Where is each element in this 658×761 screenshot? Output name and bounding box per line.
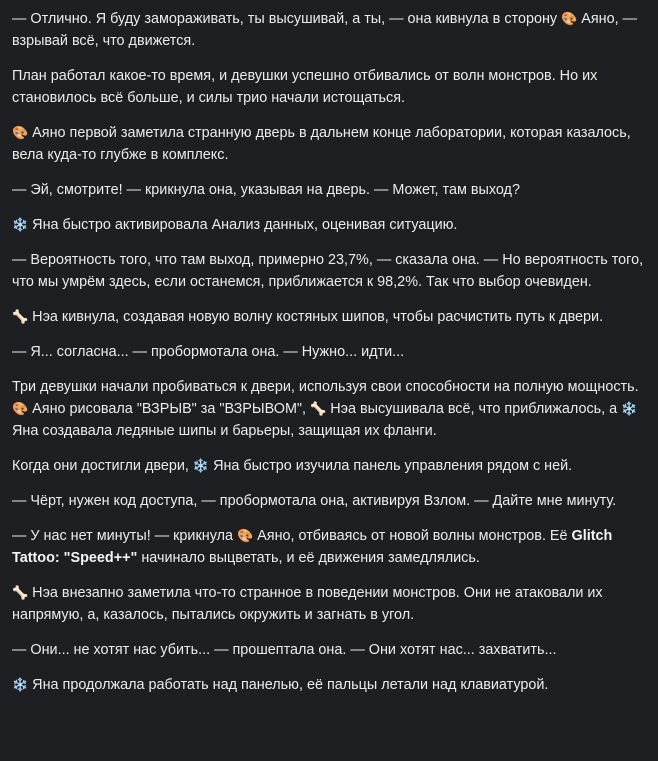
bold-text: Glitch Tattoo: "Speed++" (12, 528, 613, 566)
palette-icon: 🎨 (237, 528, 254, 543)
palette-icon: 🎨 (12, 125, 29, 140)
story-paragraph (12, 122, 652, 166)
paragraph-text: Яна создавала ледяные шипы и барьеры, защищая их фланги. (12, 423, 437, 439)
paragraph-text: — Они... не хотят нас убить... — прошептала она. — Они хотят нас... захватить... (12, 642, 557, 658)
story-paragraph (12, 490, 652, 512)
story-paragraph (12, 306, 652, 328)
story-paragraph (12, 249, 652, 293)
paragraph-text: — Отлично. Я буду замораживать, ты высушивай, а ты, — она кивнула в сторону (12, 11, 562, 27)
paragraph-text: — У нас нет минуты! — крикнула (12, 528, 237, 544)
bone-icon: 🦴 (12, 585, 29, 600)
story-paragraph (12, 525, 652, 569)
snowflake-icon: ❄️ (12, 677, 29, 692)
paragraph-text: — Эй, смотрите! — крикнула она, указывая на дверь. — Может, там выход? (12, 182, 520, 198)
story-paragraph (12, 8, 652, 52)
paragraph-text: Аяно рисовала "ВЗРЫВ" за "ВЗРЫВОМ", (28, 401, 311, 417)
story-paragraph (12, 582, 652, 626)
message-content (12, 8, 652, 696)
paragraph-text: Яна быстро изучила панель управления рядом с ней. (209, 458, 573, 474)
story-paragraph (12, 639, 652, 661)
paragraph-text: — Я... согласна... — пробормотала она. — Нужно... идти... (12, 344, 405, 360)
story-paragraph (12, 65, 652, 109)
paragraph-text: — Чёрт, нужен код доступа, — пробормотала она, активируя Взлом. — Дайте мне минуту. (12, 493, 617, 509)
paragraph-text: — Вероятность того, что там выход, примерно 23,7%, — сказала она. — Но вероятность того, что мы умрём здесь, если останемся, приближается к 98,2%. Так что выбор очевиден. (12, 252, 644, 290)
paragraph-text: Аяно, — взрывай всё, что движется. (12, 11, 638, 49)
palette-icon: 🎨 (561, 11, 578, 26)
story-paragraph (12, 455, 652, 477)
bone-icon: 🦴 (12, 309, 29, 324)
paragraph-text: Аяно, отбиваясь от новой волны монстров. Её (253, 528, 572, 544)
story-paragraph (12, 674, 652, 696)
bone-icon: 🦴 (310, 401, 327, 416)
story-paragraph (12, 214, 652, 236)
paragraph-text: Когда они достигли двери, (12, 458, 193, 474)
paragraph-text: Нэа кивнула, создавая новую волну костяных шипов, чтобы расчистить путь к двери. (28, 309, 604, 325)
paragraph-text: Нэа внезапно заметила что-то странное в поведении монстров. Они не атаковали их напрямую, а, казалось, пытались окружить и загнать в угол. (12, 585, 603, 623)
snowflake-icon: ❄️ (621, 401, 638, 416)
snowflake-icon: ❄️ (192, 458, 210, 473)
paragraph-text: Нэа высушивала всё, что приближалось, а (326, 401, 622, 417)
paragraph-text: План работал какое-то время, и девушки успешно отбивались от волн монстров. Но их становилось всё больше, и силы трио начали истощаться. (12, 68, 598, 106)
story-paragraph (12, 341, 652, 363)
paragraph-text: Яна продолжала работать над панелью, её пальцы летали над клавиатурой. (28, 677, 549, 693)
paragraph-text: начинало выцветать, и её движения замедлялись. (137, 550, 480, 566)
paragraph-text: Аяно первой заметила странную дверь в дальнем конце лаборатории, которая казалось, вела куда-то глубже в комплекс. (12, 125, 631, 163)
story-paragraph (12, 179, 652, 201)
paragraph-text: Три девушки начали пробиваться к двери, используя свои способности на полную мощность. (12, 379, 639, 395)
snowflake-icon: ❄️ (12, 217, 29, 232)
story-paragraph (12, 376, 652, 442)
palette-icon: 🎨 (12, 401, 29, 416)
paragraph-text: Яна быстро активировала Анализ данных, оценивая ситуацию. (28, 217, 458, 233)
